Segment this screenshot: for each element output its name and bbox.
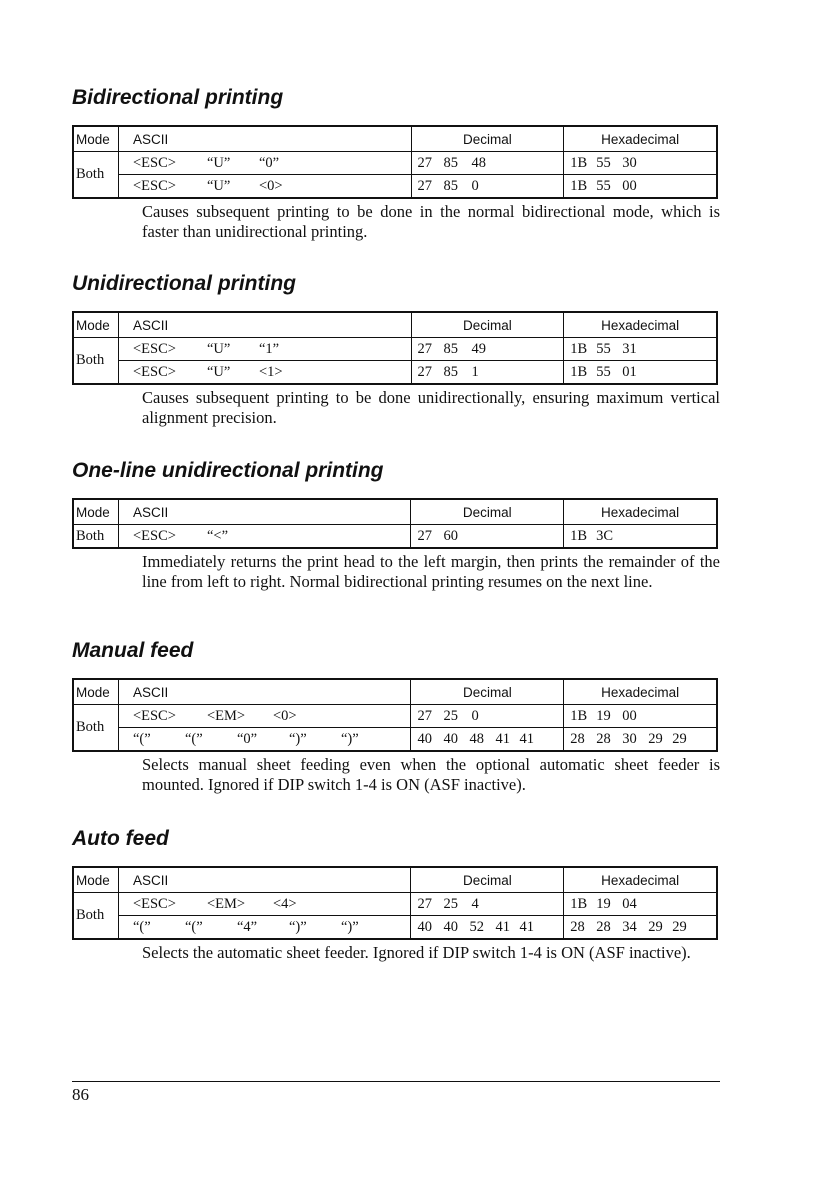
table-row	[73, 916, 717, 940]
ascii-header: ASCII	[118, 867, 411, 893]
hex-cell: 1B 55 30	[564, 152, 717, 175]
mode-header: Mode	[73, 126, 118, 152]
section-title: Manual feed	[72, 639, 194, 662]
table-header-row	[73, 126, 717, 152]
section-description: Selects the automatic sheet feeder. Ignored if DIP switch 1-4 is ON (ASF inactive).	[142, 943, 691, 962]
mode-header: Mode	[73, 312, 118, 338]
mode-cell: Both	[73, 893, 118, 940]
decimal-cell: 27 60	[411, 525, 564, 549]
ascii-cell: <ESC> “U” <0>	[118, 175, 411, 199]
hex-cell: 1B 19 04	[564, 893, 717, 916]
command-table	[72, 498, 718, 549]
table-row	[73, 338, 717, 361]
decimal-cell: 27 85 48	[411, 152, 564, 175]
hex-header: Hexadecimal	[564, 499, 717, 525]
decimal-cell: 40 40 52 41 41	[411, 916, 564, 940]
ascii-cell: <ESC> “U” “1”	[118, 338, 411, 361]
section-bidirectional-printing	[72, 83, 720, 242]
ascii-cell: <ESC> “U” “0”	[118, 152, 411, 175]
mode-header: Mode	[73, 499, 118, 525]
decimal-header: Decimal	[411, 126, 564, 152]
table-row	[73, 893, 717, 916]
command-table	[72, 866, 718, 940]
mode-cell: Both	[73, 525, 118, 549]
mode-cell: Both	[73, 152, 118, 199]
table-row	[73, 705, 717, 728]
table-row	[73, 175, 717, 199]
hex-header: Hexadecimal	[564, 679, 717, 705]
decimal-header: Decimal	[411, 312, 564, 338]
section-title: Auto feed	[72, 827, 169, 850]
section-one-line-unidirectional-printing	[72, 456, 720, 592]
ascii-cell: <ESC> <EM> <4>	[118, 893, 411, 916]
hex-cell: 1B 3C	[564, 525, 717, 549]
table-row	[73, 525, 717, 549]
ascii-cell: “(” “(” “4” “)” “)”	[118, 916, 411, 940]
decimal-cell: 40 40 48 41 41	[411, 728, 564, 752]
table-header-row	[73, 867, 717, 893]
table-row	[73, 361, 717, 385]
hex-header: Hexadecimal	[564, 126, 717, 152]
decimal-cell: 27 85 49	[411, 338, 564, 361]
hex-cell: 1B 19 00	[564, 705, 717, 728]
section-unidirectional-printing	[72, 269, 720, 428]
ascii-header: ASCII	[118, 499, 410, 525]
section-title: Bidirectional printing	[72, 86, 284, 109]
section-description: Immediately returns the print head to the left margin, then prints the remainder of the line from left to right. Normal bidirectional printing resumes on the next line.	[142, 552, 720, 591]
table-header-row	[73, 312, 717, 338]
hex-header: Hexadecimal	[564, 312, 717, 338]
section-description: Causes subsequent printing to be done unidirectionally, ensuring maximum vertical alignment precision.	[142, 388, 720, 427]
decimal-cell: 27 85 0	[411, 175, 564, 199]
section-description: Selects manual sheet feeding even when the optional automatic sheet feeder is mounted. Ignored if DIP switch 1-4 is ON (ASF inactive).	[142, 755, 720, 794]
hex-cell: 28 28 34 29 29	[564, 916, 717, 940]
decimal-cell: 27 25 0	[411, 705, 564, 728]
command-table	[72, 678, 718, 752]
section-description: Causes subsequent printing to be done in the normal bidirectional mode, which is faster than unidirectional printing.	[142, 202, 720, 241]
hex-cell: 28 28 30 29 29	[564, 728, 717, 752]
table-header-row	[73, 679, 717, 705]
footer-divider	[72, 1081, 720, 1082]
table-row	[73, 728, 717, 752]
decimal-cell: 27 25 4	[411, 893, 564, 916]
decimal-header: Decimal	[411, 867, 564, 893]
command-table	[72, 311, 718, 385]
hex-header: Hexadecimal	[564, 867, 717, 893]
hex-cell: 1B 55 00	[564, 175, 717, 199]
table-row	[73, 152, 717, 175]
hex-cell: 1B 55 01	[564, 361, 717, 385]
ascii-cell: “(” “(” “0” “)” “)”	[118, 728, 411, 752]
section-title: One-line unidirectional printing	[72, 459, 384, 482]
mode-cell: Both	[73, 338, 118, 385]
section-auto-feed	[72, 824, 720, 963]
section-manual-feed	[72, 636, 720, 795]
page-number: 86	[72, 1085, 89, 1104]
ascii-cell: <ESC> “<”	[118, 525, 410, 549]
ascii-cell: <ESC> <EM> <0>	[118, 705, 411, 728]
ascii-cell: <ESC> “U” <1>	[118, 361, 411, 385]
command-table	[72, 125, 718, 199]
decimal-cell: 27 85 1	[411, 361, 564, 385]
hex-cell: 1B 55 31	[564, 338, 717, 361]
mode-header: Mode	[73, 679, 118, 705]
ascii-header: ASCII	[118, 312, 411, 338]
decimal-header: Decimal	[411, 679, 564, 705]
ascii-header: ASCII	[118, 679, 411, 705]
mode-cell: Both	[73, 705, 118, 752]
ascii-header: ASCII	[118, 126, 411, 152]
decimal-header: Decimal	[411, 499, 564, 525]
table-header-row	[73, 499, 717, 525]
mode-header: Mode	[73, 867, 118, 893]
section-title: Unidirectional printing	[72, 272, 296, 295]
